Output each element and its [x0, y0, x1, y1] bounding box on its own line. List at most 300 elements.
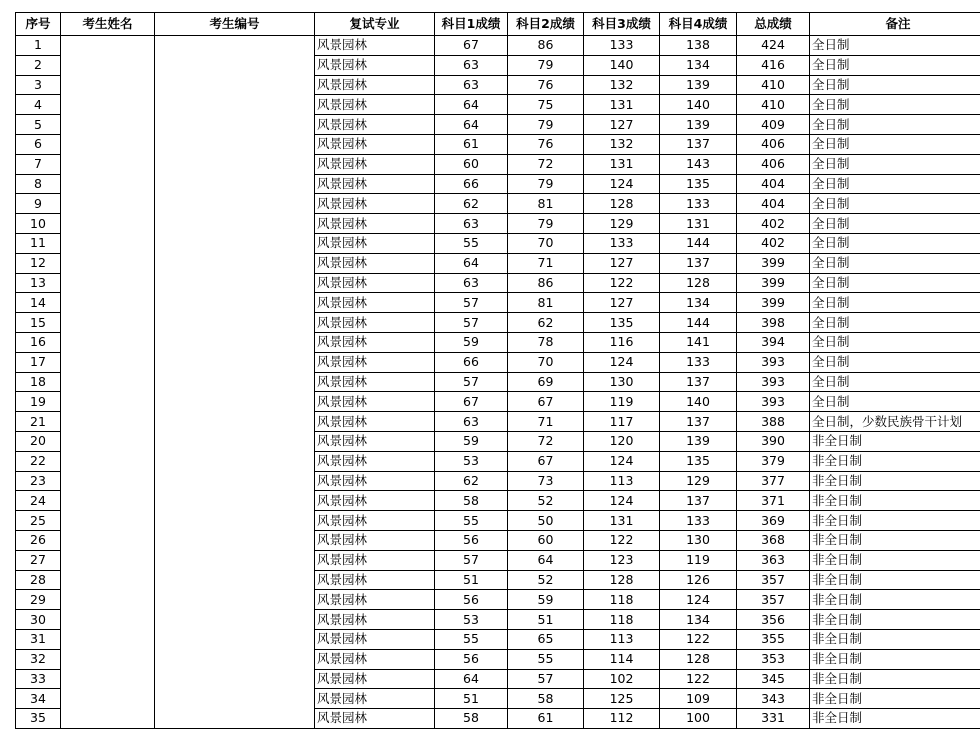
row-subject3: 135 — [584, 313, 660, 333]
row-name-blank — [61, 293, 155, 313]
row-id-blank — [155, 372, 315, 392]
row-subject2: 72 — [508, 431, 584, 451]
row-subject4: 139 — [660, 115, 737, 135]
row-id-blank — [155, 392, 315, 412]
row-major: 风景园林 — [315, 610, 435, 630]
row-id-blank — [155, 214, 315, 234]
table-row — [16, 115, 980, 135]
row-note: 全日制 — [810, 214, 980, 234]
row-subject2: 51 — [508, 610, 584, 630]
row-id-blank — [155, 95, 315, 115]
row-note: 全日制 — [810, 95, 980, 115]
row-id-blank — [155, 194, 315, 214]
row-id-blank — [155, 471, 315, 491]
row-major: 风景园林 — [315, 709, 435, 729]
row-note: 非全日制 — [810, 511, 980, 531]
table-row — [16, 55, 980, 75]
row-subject3: 128 — [584, 570, 660, 590]
row-id-blank — [155, 629, 315, 649]
row-major: 风景园林 — [315, 233, 435, 253]
row-note: 全日制 — [810, 372, 980, 392]
row-subject3: 124 — [584, 491, 660, 511]
row-id-blank — [155, 36, 315, 56]
row-subject2: 76 — [508, 75, 584, 95]
row-total: 393 — [737, 372, 810, 392]
row-major: 风景园林 — [315, 412, 435, 432]
row-name-blank — [61, 115, 155, 135]
row-no: 35 — [16, 709, 61, 729]
row-note: 非全日制 — [810, 669, 980, 689]
row-name-blank — [61, 629, 155, 649]
row-subject3: 131 — [584, 95, 660, 115]
row-note: 全日制 — [810, 352, 980, 372]
table-row — [16, 590, 980, 610]
row-id-blank — [155, 590, 315, 610]
header-note: 备注 — [810, 13, 980, 36]
row-no: 15 — [16, 313, 61, 333]
row-id-blank — [155, 511, 315, 531]
row-id-blank — [155, 134, 315, 154]
row-no: 13 — [16, 273, 61, 293]
row-subject3: 124 — [584, 451, 660, 471]
table-row — [16, 352, 980, 372]
row-total: 393 — [737, 352, 810, 372]
row-subject4: 130 — [660, 530, 737, 550]
row-id-blank — [155, 55, 315, 75]
table-row — [16, 491, 980, 511]
row-subject3: 132 — [584, 134, 660, 154]
row-note: 非全日制 — [810, 431, 980, 451]
row-note: 全日制 — [810, 55, 980, 75]
row-name-blank — [61, 550, 155, 570]
row-no: 19 — [16, 392, 61, 412]
row-note: 非全日制 — [810, 709, 980, 729]
row-subject4: 134 — [660, 610, 737, 630]
row-major: 风景园林 — [315, 491, 435, 511]
row-major: 风景园林 — [315, 550, 435, 570]
row-subject3: 130 — [584, 372, 660, 392]
row-name-blank — [61, 253, 155, 273]
row-subject4: 137 — [660, 253, 737, 273]
row-subject1: 56 — [435, 590, 508, 610]
row-name-blank — [61, 352, 155, 372]
row-subject3: 131 — [584, 154, 660, 174]
row-subject2: 57 — [508, 669, 584, 689]
header-name: 考生姓名 — [61, 13, 155, 36]
row-subject1: 51 — [435, 689, 508, 709]
row-name-blank — [61, 55, 155, 75]
row-no: 8 — [16, 174, 61, 194]
row-subject3: 114 — [584, 649, 660, 669]
row-subject4: 133 — [660, 194, 737, 214]
row-name-blank — [61, 134, 155, 154]
row-major: 风景园林 — [315, 451, 435, 471]
row-subject2: 52 — [508, 491, 584, 511]
row-name-blank — [61, 669, 155, 689]
row-subject2: 65 — [508, 629, 584, 649]
row-no: 22 — [16, 451, 61, 471]
row-subject1: 64 — [435, 95, 508, 115]
row-name-blank — [61, 649, 155, 669]
table-row — [16, 253, 980, 273]
row-subject4: 129 — [660, 471, 737, 491]
row-subject3: 119 — [584, 392, 660, 412]
row-major: 风景园林 — [315, 431, 435, 451]
row-subject3: 113 — [584, 629, 660, 649]
row-subject3: 124 — [584, 174, 660, 194]
row-no: 23 — [16, 471, 61, 491]
row-subject4: 128 — [660, 649, 737, 669]
row-id-blank — [155, 313, 315, 333]
row-name-blank — [61, 451, 155, 471]
row-id-blank — [155, 431, 315, 451]
table-row — [16, 293, 980, 313]
table-row — [16, 273, 980, 293]
row-note: 全日制 — [810, 392, 980, 412]
row-subject4: 141 — [660, 332, 737, 352]
row-total: 371 — [737, 491, 810, 511]
row-subject1: 63 — [435, 412, 508, 432]
score-table-container — [15, 12, 980, 729]
row-total: 393 — [737, 392, 810, 412]
row-subject2: 55 — [508, 649, 584, 669]
row-no: 20 — [16, 431, 61, 451]
row-no: 34 — [16, 689, 61, 709]
row-subject1: 59 — [435, 332, 508, 352]
row-id-blank — [155, 253, 315, 273]
row-total: 410 — [737, 95, 810, 115]
row-total: 399 — [737, 293, 810, 313]
row-note: 全日制 — [810, 233, 980, 253]
row-total: 353 — [737, 649, 810, 669]
row-total: 399 — [737, 253, 810, 273]
row-total: 402 — [737, 233, 810, 253]
row-no: 29 — [16, 590, 61, 610]
table-row — [16, 332, 980, 352]
row-major: 风景园林 — [315, 530, 435, 550]
row-no: 21 — [16, 412, 61, 432]
row-subject4: 134 — [660, 293, 737, 313]
row-subject2: 67 — [508, 392, 584, 412]
row-total: 369 — [737, 511, 810, 531]
row-subject1: 64 — [435, 253, 508, 273]
row-id-blank — [155, 570, 315, 590]
table-row — [16, 511, 980, 531]
row-no: 27 — [16, 550, 61, 570]
row-name-blank — [61, 75, 155, 95]
row-total: 357 — [737, 590, 810, 610]
row-major: 风景园林 — [315, 511, 435, 531]
row-subject4: 133 — [660, 511, 737, 531]
row-no: 11 — [16, 233, 61, 253]
row-note: 非全日制 — [810, 570, 980, 590]
row-major: 风景园林 — [315, 629, 435, 649]
row-total: 404 — [737, 194, 810, 214]
row-name-blank — [61, 570, 155, 590]
row-name-blank — [61, 431, 155, 451]
row-subject2: 78 — [508, 332, 584, 352]
table-row — [16, 550, 980, 570]
row-total: 356 — [737, 610, 810, 630]
row-no: 1 — [16, 36, 61, 56]
row-subject3: 118 — [584, 590, 660, 610]
row-total: 409 — [737, 115, 810, 135]
row-subject3: 112 — [584, 709, 660, 729]
row-major: 风景园林 — [315, 293, 435, 313]
table-body — [16, 36, 980, 729]
row-total: 343 — [737, 689, 810, 709]
row-subject2: 75 — [508, 95, 584, 115]
row-subject4: 126 — [660, 570, 737, 590]
row-note: 全日制 — [810, 293, 980, 313]
row-subject2: 72 — [508, 154, 584, 174]
table-row — [16, 451, 980, 471]
row-subject2: 79 — [508, 55, 584, 75]
row-major: 风景园林 — [315, 214, 435, 234]
row-major: 风景园林 — [315, 253, 435, 273]
row-name-blank — [61, 95, 155, 115]
table-row — [16, 313, 980, 333]
row-subject3: 125 — [584, 689, 660, 709]
row-name-blank — [61, 511, 155, 531]
row-subject4: 140 — [660, 95, 737, 115]
row-subject1: 62 — [435, 471, 508, 491]
row-subject4: 109 — [660, 689, 737, 709]
row-subject4: 131 — [660, 214, 737, 234]
row-note: 非全日制 — [810, 451, 980, 471]
row-major: 风景园林 — [315, 649, 435, 669]
row-subject2: 79 — [508, 115, 584, 135]
row-subject2: 73 — [508, 471, 584, 491]
row-subject2: 79 — [508, 174, 584, 194]
row-subject3: 133 — [584, 233, 660, 253]
row-total: 331 — [737, 709, 810, 729]
row-total: 388 — [737, 412, 810, 432]
row-no: 16 — [16, 332, 61, 352]
table-row — [16, 629, 980, 649]
row-no: 17 — [16, 352, 61, 372]
row-subject1: 56 — [435, 530, 508, 550]
row-subject1: 63 — [435, 214, 508, 234]
row-total: 402 — [737, 214, 810, 234]
header-no: 序号 — [16, 13, 61, 36]
row-subject3: 132 — [584, 75, 660, 95]
row-id-blank — [155, 709, 315, 729]
row-name-blank — [61, 372, 155, 392]
row-total: 410 — [737, 75, 810, 95]
row-no: 2 — [16, 55, 61, 75]
row-no: 25 — [16, 511, 61, 531]
row-id-blank — [155, 649, 315, 669]
row-name-blank — [61, 36, 155, 56]
row-major: 风景园林 — [315, 55, 435, 75]
header-subject1: 科目1成绩 — [435, 13, 508, 36]
row-total: 406 — [737, 134, 810, 154]
row-subject3: 118 — [584, 610, 660, 630]
row-subject4: 122 — [660, 629, 737, 649]
row-major: 风景园林 — [315, 669, 435, 689]
row-subject3: 102 — [584, 669, 660, 689]
table-row — [16, 649, 980, 669]
row-note: 非全日制 — [810, 550, 980, 570]
row-name-blank — [61, 313, 155, 333]
row-id-blank — [155, 293, 315, 313]
row-no: 5 — [16, 115, 61, 135]
row-subject2: 71 — [508, 412, 584, 432]
row-no: 18 — [16, 372, 61, 392]
row-note: 全日制 — [810, 75, 980, 95]
row-id-blank — [155, 273, 315, 293]
row-note: 全日制 — [810, 134, 980, 154]
row-subject1: 57 — [435, 372, 508, 392]
row-subject1: 57 — [435, 313, 508, 333]
row-no: 28 — [16, 570, 61, 590]
table-row — [16, 174, 980, 194]
row-subject4: 144 — [660, 233, 737, 253]
row-name-blank — [61, 233, 155, 253]
row-total: 355 — [737, 629, 810, 649]
row-note: 全日制，少数民族骨干计划 — [810, 412, 980, 432]
row-note: 全日制 — [810, 273, 980, 293]
row-name-blank — [61, 471, 155, 491]
row-id-blank — [155, 352, 315, 372]
row-subject3: 131 — [584, 511, 660, 531]
row-subject4: 124 — [660, 590, 737, 610]
row-name-blank — [61, 194, 155, 214]
row-subject2: 79 — [508, 214, 584, 234]
row-id-blank — [155, 75, 315, 95]
row-total: 416 — [737, 55, 810, 75]
row-no: 12 — [16, 253, 61, 273]
row-subject1: 64 — [435, 115, 508, 135]
row-subject4: 144 — [660, 313, 737, 333]
row-subject4: 140 — [660, 392, 737, 412]
table-row — [16, 194, 980, 214]
row-subject1: 57 — [435, 550, 508, 570]
row-major: 风景园林 — [315, 95, 435, 115]
table-row — [16, 530, 980, 550]
row-subject3: 127 — [584, 293, 660, 313]
row-subject1: 57 — [435, 293, 508, 313]
row-note: 全日制 — [810, 313, 980, 333]
row-subject4: 137 — [660, 412, 737, 432]
row-total: 424 — [737, 36, 810, 56]
row-id-blank — [155, 154, 315, 174]
row-total: 345 — [737, 669, 810, 689]
row-subject1: 63 — [435, 75, 508, 95]
row-subject4: 137 — [660, 491, 737, 511]
row-subject1: 67 — [435, 392, 508, 412]
row-major: 风景园林 — [315, 570, 435, 590]
row-subject2: 86 — [508, 36, 584, 56]
row-subject3: 124 — [584, 352, 660, 372]
row-subject4: 138 — [660, 36, 737, 56]
row-id-blank — [155, 491, 315, 511]
row-name-blank — [61, 214, 155, 234]
row-id-blank — [155, 669, 315, 689]
row-note: 非全日制 — [810, 491, 980, 511]
row-subject3: 116 — [584, 332, 660, 352]
row-name-blank — [61, 530, 155, 550]
table-row — [16, 471, 980, 491]
row-no: 14 — [16, 293, 61, 313]
table-row — [16, 134, 980, 154]
row-note: 全日制 — [810, 115, 980, 135]
row-total: 390 — [737, 431, 810, 451]
row-name-blank — [61, 154, 155, 174]
row-note: 全日制 — [810, 36, 980, 56]
row-note: 非全日制 — [810, 530, 980, 550]
row-major: 风景园林 — [315, 154, 435, 174]
row-subject4: 119 — [660, 550, 737, 570]
row-subject1: 64 — [435, 669, 508, 689]
row-subject2: 81 — [508, 194, 584, 214]
row-note: 非全日制 — [810, 590, 980, 610]
row-name-blank — [61, 610, 155, 630]
row-subject1: 61 — [435, 134, 508, 154]
row-major: 风景园林 — [315, 332, 435, 352]
row-note: 非全日制 — [810, 629, 980, 649]
header-subject2: 科目2成绩 — [508, 13, 584, 36]
row-subject1: 53 — [435, 451, 508, 471]
row-total: 399 — [737, 273, 810, 293]
header-total: 总成绩 — [737, 13, 810, 36]
row-subject2: 70 — [508, 233, 584, 253]
row-subject1: 56 — [435, 649, 508, 669]
row-id-blank — [155, 233, 315, 253]
row-subject2: 76 — [508, 134, 584, 154]
row-subject2: 69 — [508, 372, 584, 392]
row-id-blank — [155, 610, 315, 630]
row-subject3: 127 — [584, 115, 660, 135]
row-id-blank — [155, 332, 315, 352]
row-major: 风景园林 — [315, 36, 435, 56]
row-no: 9 — [16, 194, 61, 214]
row-major: 风景园林 — [315, 313, 435, 333]
row-subject2: 70 — [508, 352, 584, 372]
row-subject3: 113 — [584, 471, 660, 491]
row-subject2: 61 — [508, 709, 584, 729]
header-subject3: 科目3成绩 — [584, 13, 660, 36]
row-subject3: 123 — [584, 550, 660, 570]
row-total: 404 — [737, 174, 810, 194]
row-subject1: 55 — [435, 511, 508, 531]
row-total: 379 — [737, 451, 810, 471]
row-id-blank — [155, 530, 315, 550]
row-subject3: 128 — [584, 194, 660, 214]
row-name-blank — [61, 590, 155, 610]
row-note: 非全日制 — [810, 689, 980, 709]
row-subject4: 137 — [660, 134, 737, 154]
row-subject4: 143 — [660, 154, 737, 174]
row-subject1: 53 — [435, 610, 508, 630]
row-subject1: 58 — [435, 491, 508, 511]
table-row — [16, 372, 980, 392]
table-row — [16, 412, 980, 432]
row-no: 3 — [16, 75, 61, 95]
table-row — [16, 36, 980, 56]
row-name-blank — [61, 709, 155, 729]
table-row — [16, 233, 980, 253]
row-total: 363 — [737, 550, 810, 570]
row-id-blank — [155, 174, 315, 194]
row-subject1: 55 — [435, 233, 508, 253]
row-subject2: 62 — [508, 313, 584, 333]
row-total: 398 — [737, 313, 810, 333]
header-row — [16, 13, 980, 36]
row-note: 全日制 — [810, 332, 980, 352]
table-row — [16, 709, 980, 729]
